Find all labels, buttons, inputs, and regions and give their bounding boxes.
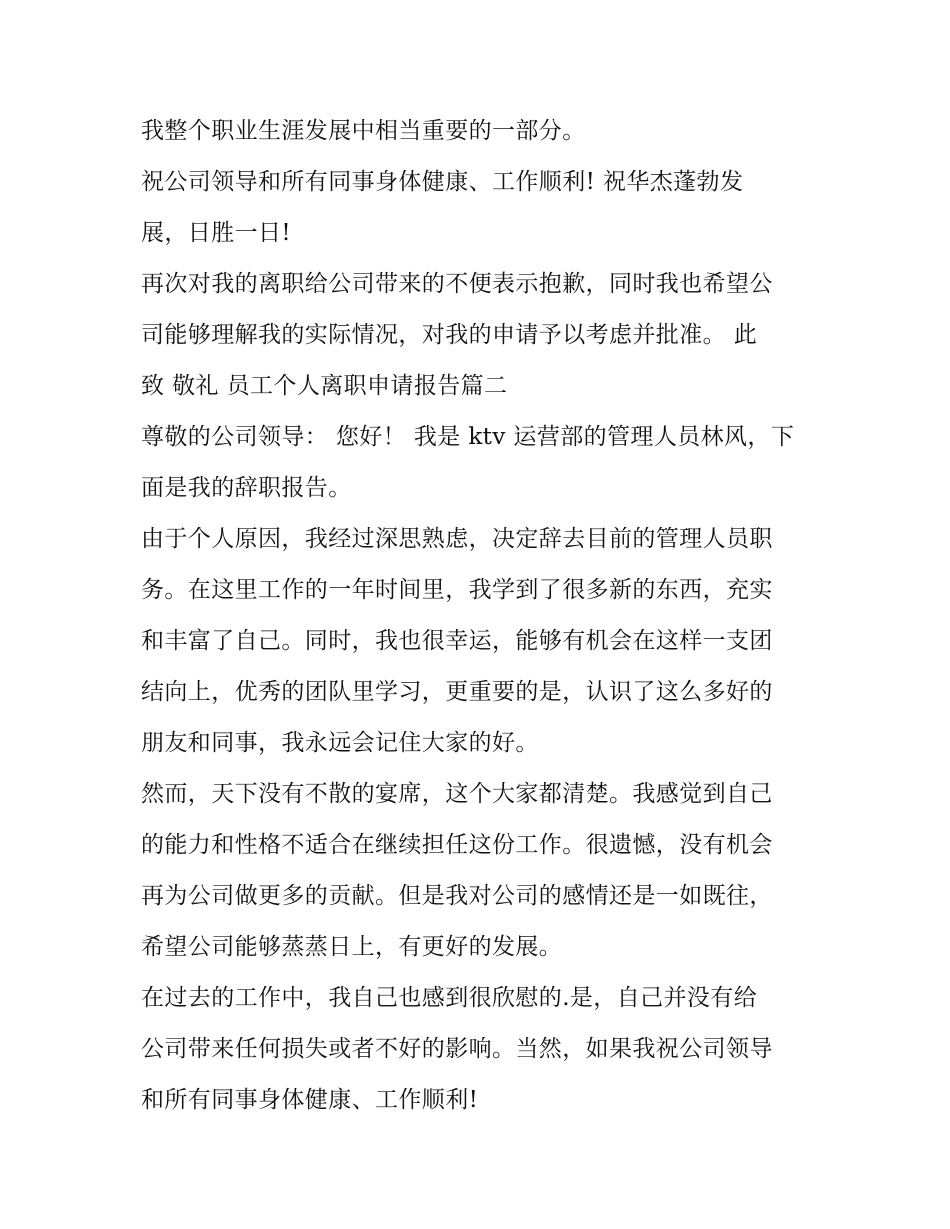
text-line: 的能力和性格不适合在继续担任这份工作。很遗憾，没有机会 (141, 832, 773, 858)
text-line: 祝公司领导和所有同事身体健康、工作顺利! 祝华杰蓬勃发 (141, 169, 744, 195)
text-line: 展，日胜一日! (141, 220, 292, 246)
text-line: 和所有同事身体健康、工作顺利! (141, 1087, 479, 1113)
text-line: 致 敬礼 员工个人离职申请报告篇二 (141, 373, 508, 399)
text-line: 和丰富了自己。同时，我也很幸运，能够有机会在这样一支团 (141, 628, 773, 654)
text-line: 司能够理解我的实际情况，对我的申请予以考虑并批准。 此 (141, 322, 758, 348)
text-line: 在过去的工作中，我自己也感到很欣慰的.是，自己并没有给 (141, 985, 758, 1011)
text-line: 再为公司做更多的贡献。但是我对公司的感情还是一如既往， (141, 883, 773, 909)
text-line: 务。在这里工作的一年时间里，我学到了很多新的东西，充实 (141, 577, 773, 603)
text-line: 结向上，优秀的团队里学习，更重要的是，认识了这么多好的 (141, 679, 773, 705)
text-line: 公司带来任何损失或者不好的影响。当然，如果我祝公司领导 (141, 1036, 773, 1062)
document-body (141, 106, 821, 1126)
text-line: 朋友和同事，我永远会记住大家的好。 (141, 730, 539, 756)
text-line: 然而，天下没有不散的宴席，这个大家都清楚。我感觉到自己 (141, 781, 773, 807)
text-line: 尊敬的公司领导： 您好！ 我是 ktv 运营部的管理人员林风，下 (141, 424, 795, 450)
text-line: 面是我的辞职报告。 (141, 475, 352, 501)
text-line: 再次对我的离职给公司带来的不便表示抱歉，同时我也希望公 (141, 271, 773, 297)
text-line: 希望公司能够蒸蒸日上，有更好的发展。 (141, 934, 563, 960)
text-line: 由于个人原因，我经过深思熟虑，决定辞去目前的管理人员职 (141, 526, 773, 552)
text-line: 我整个职业生涯发展中相当重要的一部分。 (141, 118, 586, 144)
